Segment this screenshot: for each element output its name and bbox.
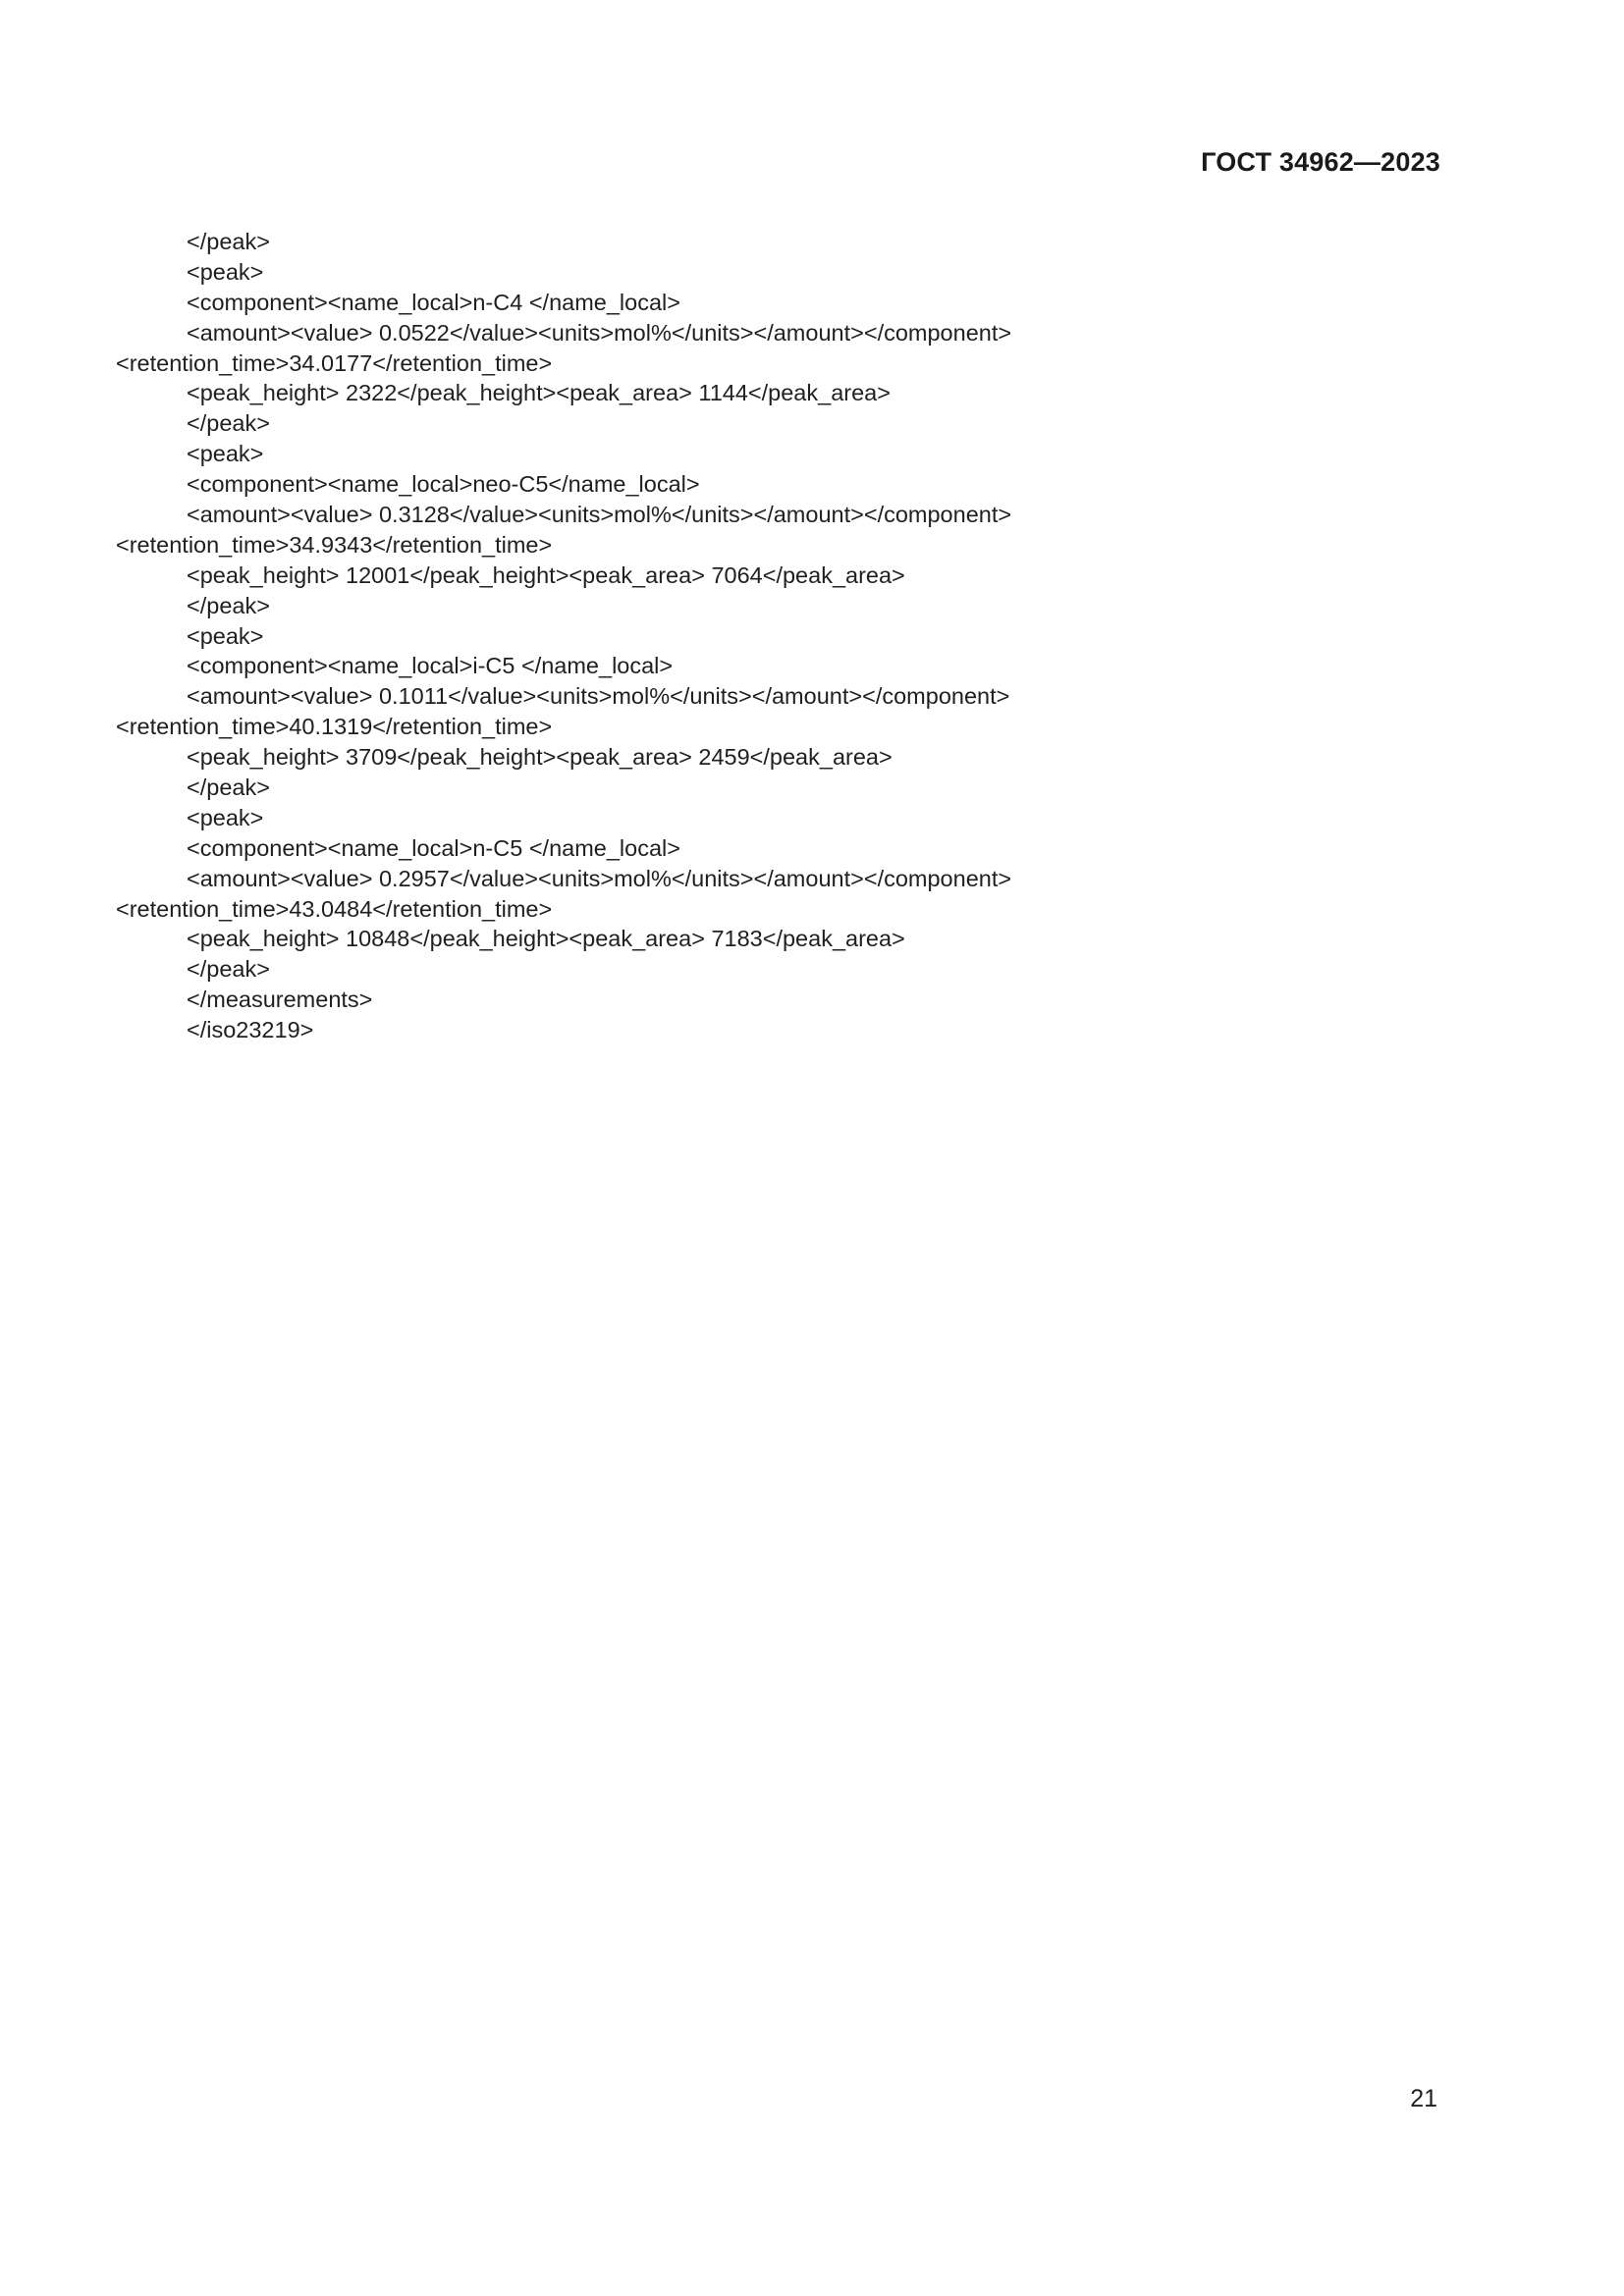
- code-line: </peak>: [187, 956, 270, 983]
- code-line: <component><name_local>n-C5 </name_local>: [187, 834, 680, 861]
- code-line: <component><name_local>neo-C5</name_local>: [187, 471, 700, 498]
- code-line: <component><name_local>n-C4 </name_local>: [187, 289, 680, 315]
- code-line: <component><name_local>i-C5 </name_local>: [187, 653, 674, 679]
- code-line: <peak>: [187, 258, 264, 285]
- code-line: <retention_time>34.9343</retention_time>: [116, 531, 553, 558]
- code-line: <peak>: [187, 441, 264, 467]
- code-line: </iso23219>: [187, 1017, 314, 1043]
- code-line: <peak>: [187, 804, 264, 830]
- code-line: <retention_time>40.1319</retention_time>: [116, 714, 553, 740]
- code-line: </peak>: [187, 774, 270, 801]
- code-line: <amount><value> 0.2957</value><units>mol%</units></amount></component>: [187, 865, 1012, 891]
- code-line: <peak_height> 3709</peak_height><peak_area> 2459</peak_area>: [187, 744, 893, 771]
- document-header: ГОСТ 34962—2023: [1201, 147, 1440, 177]
- code-line: <peak_height> 12001</peak_height><peak_area> 7064</peak_area>: [187, 561, 905, 588]
- code-line: </measurements>: [187, 987, 373, 1013]
- code-line: <retention_time>34.0177</retention_time>: [116, 349, 553, 376]
- code-line: <peak>: [187, 622, 264, 649]
- code-line: </peak>: [187, 229, 270, 254]
- code-line: </peak>: [187, 410, 270, 437]
- code-line: <amount><value> 0.0522</value><units>mol%</units></amount></component>: [187, 319, 1012, 346]
- page-number: 21: [1410, 2085, 1437, 2112]
- xml-code-listing: [116, 227, 1294, 1045]
- code-line: <peak_height> 10848</peak_height><peak_area> 7183</peak_area>: [187, 926, 905, 952]
- code-line: <amount><value> 0.3128</value><units>mol%</units></amount></component>: [187, 502, 1012, 528]
- code-line: </peak>: [187, 592, 270, 618]
- code-line: <amount><value> 0.1011</value><units>mol%</units></amount></component>: [187, 683, 1010, 710]
- code-line: <retention_time>43.0484</retention_time>: [116, 895, 553, 922]
- code-line: <peak_height> 2322</peak_height><peak_area> 1144</peak_area>: [187, 380, 891, 406]
